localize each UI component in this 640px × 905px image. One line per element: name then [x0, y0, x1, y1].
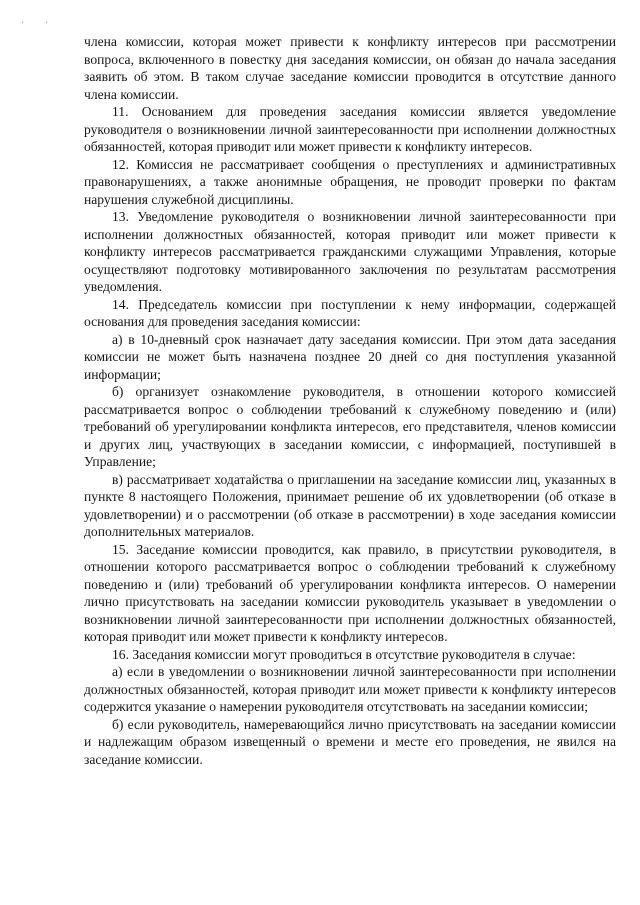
paragraph-13: 13. Уведомление руководителя о возникновении личной заинтересованности при исполнении должностных обязанностей, которая приводит или может привести к конфликту интересов рассматривается гражданскими служащими Управления, которые осуществляют подготовку мотивированного заключения по результатам рассмотрения уведомления. [84, 209, 616, 294]
document-body [84, 33, 616, 768]
margin-mark: ' [46, 20, 48, 29]
paragraph-continuation: члена комиссии, которая может привести к конфликту интересов при рассмотрении вопроса, включенного в повестку дня заседания комиссии, он обязан до начала заседания заявить об этом. В таком случае заседание комиссии проводится в отсутствие данного члена комиссии. [84, 34, 616, 102]
paragraph-16: 16. Заседания комиссии могут проводиться в отсутствие руководителя в случае: [112, 646, 576, 662]
paragraph-11: 11. Основанием для проведения заседания комиссии является уведомление руководителя о возникновении личной заинтересованности при исполнении должностных обязанностей, которая приводит или может привести к конфликту интересов. [84, 104, 616, 154]
paragraph-15: 15. Заседание комиссии проводится, как правило, в присутствии руководителя, в отношении которого рассматривается вопрос о соблюдении требований к служебному поведению и (или) требований об урегулировании конфликта интересов. О намерении лично присутствовать на заседании комиссии руководитель указывает в уведомлении о возникновении личной заинтересованности при исполнении должностных обязанностей, которая приводит или может привести к конфликту интересов. [84, 541, 616, 644]
subparagraph-14v: в) рассматривает ходатайства о приглашении на заседание комиссии лиц, указанных в пункте 8 настоящего Положения, принимает решение об их удовлетворении (об отказе в удовлетворении) и о рассмотрении (об отказе в рассмотрении) в ходе заседания комиссии дополнительных материалов. [84, 471, 616, 539]
subparagraph-16b: б) если руководитель, намеревающийся лично присутствовать на заседании комиссии и надлежащим образом извещенный о времени и месте его проведения, не явился на заседание комиссии. [84, 716, 616, 767]
subparagraph-14b: б) организует ознакомление руководителя, в отношении которого комиссией рассматривается вопрос о соблюдении требований к служебному поведению и (или) требований об урегулировании конфликта интересов, его представителя, членов комиссии и других лиц, участвующих в заседании комиссии, с информацией, поступившей в Управление; [84, 384, 616, 469]
subparagraph-16a: а) если в уведомлении о возникновении личной заинтересованности при исполнении должностных обязанностей, которая приводит или может привести к конфликту интересов содержится указание о намерении руководителя отсутствовать на заседании комиссии; [84, 664, 616, 714]
paragraph-12: 12. Комиссия не рассматривает сообщения о преступлениях и административных правонарушениях, а также анонимные обращения, не проводит проверки по фактам нарушения служебной дисциплины. [84, 156, 616, 207]
paragraph-14: 14. Председатель комиссии при поступлении к нему информации, содержащей основания для проведения заседания комиссии: [84, 296, 616, 329]
subparagraph-14a: а) в 10-дневный срок назначает дату заседания комиссии. При этом дата заседания комиссии не может быть назначена позднее 20 дней со дня поступления указанной информации; [84, 331, 616, 382]
margin-mark: ' [22, 20, 24, 29]
